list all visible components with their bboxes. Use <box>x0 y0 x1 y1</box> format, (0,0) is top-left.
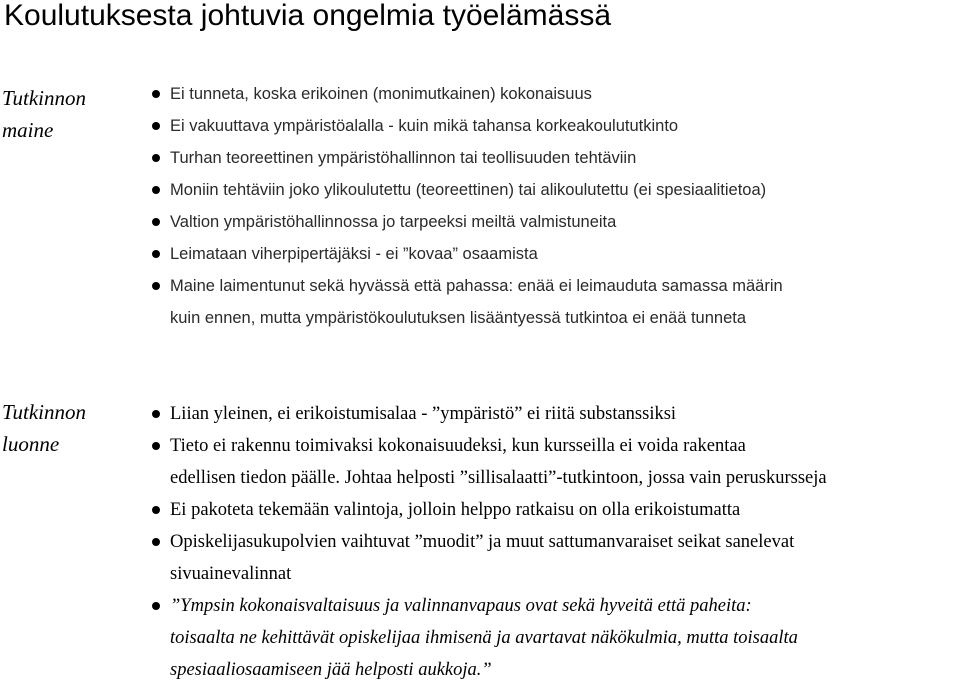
list-item-text: ”Ympsin kokonaisvaltaisuus ja valinnanvapaus ovat sekä hyveitä että paheita: <box>170 596 752 616</box>
bullet-icon <box>152 442 160 450</box>
section-label-line: luonne <box>2 432 60 456</box>
list-item-text: Turhan teoreettinen ympäristöhallinnon tai teollisuuden tehtäviin <box>170 149 637 167</box>
section-label-maine <box>2 82 86 146</box>
bullet-icon <box>152 218 160 226</box>
section-label-line: Tutkinnon <box>2 86 87 110</box>
page-title: Koulutuksesta johtuvia ongelmia työelämässä <box>4 0 612 32</box>
list-item <box>150 110 783 142</box>
bullet-icon <box>152 250 160 258</box>
list-item-text: kuin ennen, mutta ympäristökoulutuksen lisääntyessä tutkintoa ei enää tunneta <box>170 309 747 327</box>
bullet-icon <box>152 506 160 514</box>
bullet-icon <box>152 186 160 194</box>
list-item-text: spesiaaliosaamiseen jää helposti aukkoja.” <box>170 660 492 680</box>
list-item <box>150 494 827 526</box>
list-item <box>150 430 827 494</box>
list-item-text: Valtion ympäristöhallinnossa jo tarpeeksi meiltä valmistuneita <box>170 213 617 231</box>
section-label-luonne <box>2 396 86 460</box>
list-item-text: Liian yleinen, ei erikoistumisalaa - ”ympäristö” ei riitä substanssiksi <box>170 404 677 424</box>
list-item-text: Opiskelijasukupolvien vaihtuvat ”muodit” ja muut sattumanvaraiset seikat sanelevat <box>170 532 795 552</box>
section-label-line: maine <box>2 118 54 142</box>
bullet-icon <box>152 90 160 98</box>
bullet-icon <box>152 410 160 418</box>
list-item-text: Moniin tehtäviin joko ylikoulutettu (teoreettinen) tai alikoulutettu (ei spesiaalitietoa) <box>170 181 767 199</box>
list-item-text: Ei pakoteta tekemään valintoja, jolloin helppo ratkaisu on olla erikoistumatta <box>170 500 741 520</box>
list-item-text: Tieto ei rakennu toimivaksi kokonaisuudeksi, kun kursseilla ei voida rakentaa <box>170 436 746 456</box>
bullet-icon <box>152 154 160 162</box>
list-item-text: edellisen tiedon päälle. Johtaa helposti ”sillisalaatti”-tutkintoon, jossa vain peruskursseja <box>170 468 827 488</box>
list-item <box>150 206 783 238</box>
list-item-text: Ei vakuuttava ympäristöalalla - kuin mikä tahansa korkeakoulututkinto <box>170 117 679 135</box>
bullet-icon <box>152 538 160 546</box>
list-item <box>150 174 783 206</box>
list-item-text: sivuainevalinnat <box>170 564 292 584</box>
list-item <box>150 238 783 270</box>
list-item <box>150 142 783 174</box>
list-item-text: toisaalta ne kehittävät opiskelijaa ihmisenä ja avartavat näkökulmia, mutta toisaalta <box>170 628 798 648</box>
list-item <box>150 398 827 430</box>
list-item <box>150 270 783 334</box>
bullet-icon <box>152 122 160 130</box>
list-item-text: Leimataan viherpipertäjäksi - ei ”kovaa” osaamista <box>170 245 538 263</box>
list-item-text: Maine laimentunut sekä hyvässä että pahassa: enää ei leimauduta samassa määrin <box>170 277 783 295</box>
bullet-icon <box>152 282 160 290</box>
list-item-text: Ei tunneta, koska erikoinen (monimutkainen) kokonaisuus <box>170 85 592 103</box>
list-item <box>150 78 783 110</box>
list-item <box>150 526 827 590</box>
list-item <box>150 590 827 686</box>
bullet-icon <box>152 602 160 610</box>
luonne-bullet-list <box>150 398 827 686</box>
maine-bullet-list <box>150 78 783 334</box>
section-label-line: Tutkinnon <box>2 400 87 424</box>
